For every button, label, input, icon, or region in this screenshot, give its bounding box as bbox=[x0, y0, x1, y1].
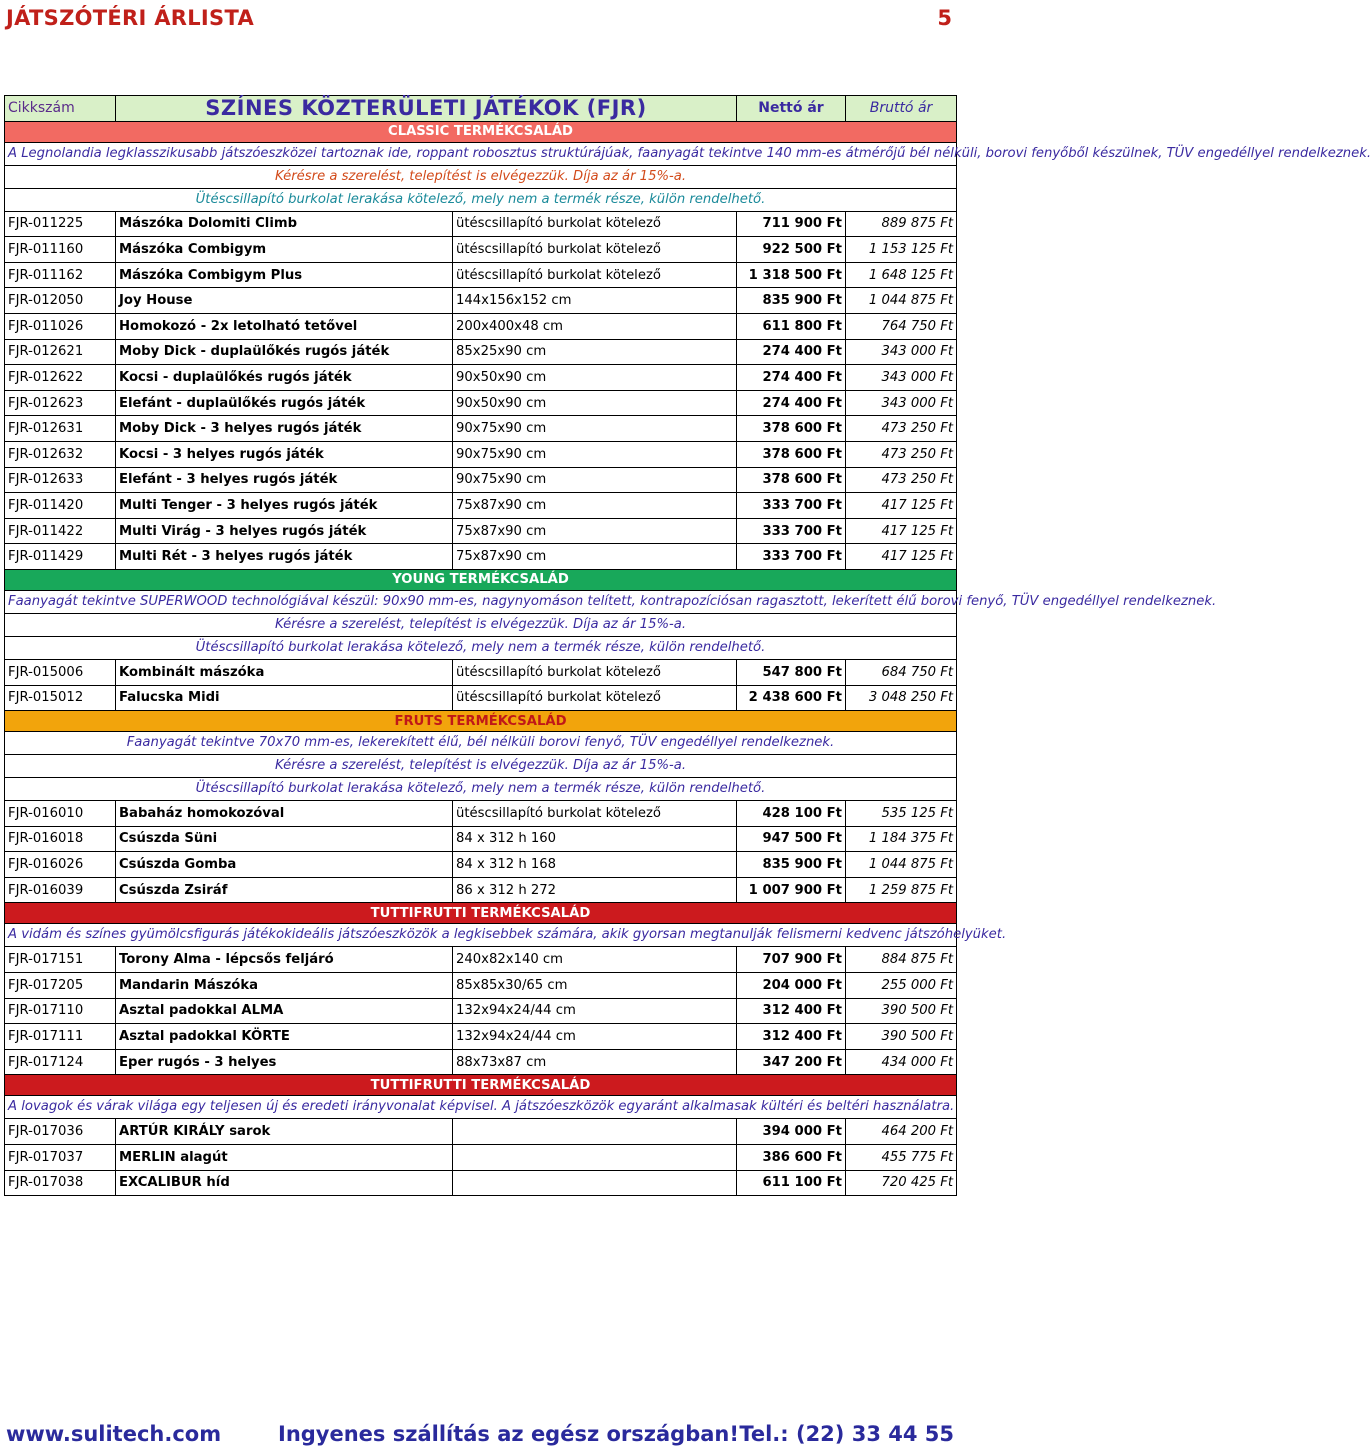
product-name: Kocsi - 3 helyes rugós játék bbox=[116, 441, 453, 467]
gross-price: 390 500 Ft bbox=[846, 998, 957, 1024]
product-name: Eper rugós - 3 helyes bbox=[116, 1049, 453, 1075]
product-spec: ütéscsillapító burkolat kötelező bbox=[453, 262, 737, 288]
gross-price: 417 125 Ft bbox=[846, 544, 957, 570]
gross-price: 684 750 Ft bbox=[846, 659, 957, 685]
product-spec bbox=[453, 1170, 737, 1196]
net-price: 312 400 Ft bbox=[737, 1024, 846, 1050]
product-name: Multi Tenger - 3 helyes rugós játék bbox=[116, 493, 453, 519]
footer-shipping-text: Ingyenes szállítás az egész országban! bbox=[278, 1422, 739, 1446]
gross-price: 1 153 125 Ft bbox=[846, 237, 957, 263]
net-price: 547 800 Ft bbox=[737, 659, 846, 685]
gross-price: 473 250 Ft bbox=[846, 441, 957, 467]
product-row bbox=[5, 1119, 957, 1145]
product-name: Csúszda Gomba bbox=[116, 852, 453, 878]
product-row bbox=[5, 947, 957, 973]
product-row bbox=[5, 998, 957, 1024]
family-description: A lovagok és várak világa egy teljesen új és eredeti irányvonalat képvisel. A játszóeszközök egyaránt alkalmasak kültéri és beltéri használatra. bbox=[5, 1096, 957, 1119]
net-price: 378 600 Ft bbox=[737, 441, 846, 467]
product-code: FJR-017205 bbox=[5, 973, 116, 999]
net-price: 835 900 Ft bbox=[737, 288, 846, 314]
product-code: FJR-012623 bbox=[5, 390, 116, 416]
table-header-row bbox=[5, 96, 957, 122]
product-spec: 132x94x24/44 cm bbox=[453, 1024, 737, 1050]
product-name: Multi Virág - 3 helyes rugós játék bbox=[116, 518, 453, 544]
net-price: 312 400 Ft bbox=[737, 998, 846, 1024]
product-code: FJR-016018 bbox=[5, 826, 116, 852]
gross-price: 1 044 875 Ft bbox=[846, 852, 957, 878]
product-row bbox=[5, 801, 957, 827]
product-code: FJR-016039 bbox=[5, 877, 116, 903]
gross-price: 464 200 Ft bbox=[846, 1119, 957, 1145]
product-name: MERLIN alagút bbox=[116, 1145, 453, 1171]
net-price: 333 700 Ft bbox=[737, 518, 846, 544]
product-spec: ütéscsillapító burkolat kötelező bbox=[453, 685, 737, 711]
net-price: 707 900 Ft bbox=[737, 947, 846, 973]
product-name: Torony Alma - lépcsős feljáró bbox=[116, 947, 453, 973]
family-title-row bbox=[5, 1075, 957, 1096]
family-title: TUTTIFRUTTI TERMÉKCSALÁD bbox=[5, 903, 957, 924]
gross-price: 343 000 Ft bbox=[846, 339, 957, 365]
product-code: FJR-016010 bbox=[5, 801, 116, 827]
product-code: FJR-017038 bbox=[5, 1170, 116, 1196]
family-description: Ütéscsillapító burkolat lerakása kötelező, mely nem a termék része, külön rendelhető. bbox=[5, 636, 957, 659]
net-price: 947 500 Ft bbox=[737, 826, 846, 852]
product-spec: 90x50x90 cm bbox=[453, 365, 737, 391]
gross-price: 390 500 Ft bbox=[846, 1024, 957, 1050]
product-row bbox=[5, 826, 957, 852]
column-header-code: Cikkszám bbox=[5, 96, 116, 122]
product-row bbox=[5, 1170, 957, 1196]
product-spec bbox=[453, 1145, 737, 1171]
net-price: 274 400 Ft bbox=[737, 390, 846, 416]
product-code: FJR-015012 bbox=[5, 685, 116, 711]
product-name: Elefánt - 3 helyes rugós játék bbox=[116, 467, 453, 493]
gross-price: 764 750 Ft bbox=[846, 313, 957, 339]
product-name: Csúszda Zsiráf bbox=[116, 877, 453, 903]
product-name: Mászóka Combigym Plus bbox=[116, 262, 453, 288]
net-price: 835 900 Ft bbox=[737, 852, 846, 878]
footer-website-link[interactable]: www.sulitech.com bbox=[6, 1422, 222, 1446]
gross-price: 1 259 875 Ft bbox=[846, 877, 957, 903]
page-title: JÁTSZÓTÉRI ÁRLISTA bbox=[6, 6, 255, 30]
product-code: FJR-017151 bbox=[5, 947, 116, 973]
product-name: EXCALIBUR híd bbox=[116, 1170, 453, 1196]
family-description-row bbox=[5, 142, 957, 165]
net-price: 611 800 Ft bbox=[737, 313, 846, 339]
product-name: Mászóka Dolomiti Climb bbox=[116, 211, 453, 237]
product-spec: 84 x 312 h 160 bbox=[453, 826, 737, 852]
product-row bbox=[5, 852, 957, 878]
family-description: Faanyagát tekintve 70x70 mm-es, lekerekített élű, bél nélküli borovi fenyő, TÜV engedéllyel rendelkeznek. bbox=[5, 732, 957, 755]
column-header-net: Nettó ár bbox=[737, 96, 846, 122]
product-spec: 90x75x90 cm bbox=[453, 441, 737, 467]
product-code: FJR-011026 bbox=[5, 313, 116, 339]
product-code: FJR-012632 bbox=[5, 441, 116, 467]
family-title: YOUNG TERMÉKCSALÁD bbox=[5, 569, 957, 590]
product-name: Falucska Midi bbox=[116, 685, 453, 711]
product-spec: 90x50x90 cm bbox=[453, 390, 737, 416]
gross-price: 1 648 125 Ft bbox=[846, 262, 957, 288]
product-spec bbox=[453, 1119, 737, 1145]
product-name: Asztal padokkal ALMA bbox=[116, 998, 453, 1024]
family-description: Kérésre a szerelést, telepítést is elvégezzük. Díja az ár 15%-a. bbox=[5, 613, 957, 636]
family-description-row bbox=[5, 1096, 957, 1119]
family-title-row bbox=[5, 903, 957, 924]
product-row bbox=[5, 211, 957, 237]
product-row bbox=[5, 339, 957, 365]
product-row bbox=[5, 685, 957, 711]
product-spec: ütéscsillapító burkolat kötelező bbox=[453, 659, 737, 685]
gross-price: 884 875 Ft bbox=[846, 947, 957, 973]
family-description: Ütéscsillapító burkolat lerakása kötelező, mely nem a termék része, külön rendelhető. bbox=[5, 188, 957, 211]
product-row bbox=[5, 659, 957, 685]
product-name: Homokozó - 2x letolható tetővel bbox=[116, 313, 453, 339]
product-row bbox=[5, 390, 957, 416]
product-spec: 90x75x90 cm bbox=[453, 416, 737, 442]
family-description: A vidám és színes gyümölcsfigurás játékokideális játszóeszközök a legkisebbek számára, akik gyorsan megtanulják felismerni kedvenc játszóhelyüket. bbox=[5, 924, 957, 947]
product-code: FJR-017110 bbox=[5, 998, 116, 1024]
net-price: 274 400 Ft bbox=[737, 365, 846, 391]
net-price: 1 007 900 Ft bbox=[737, 877, 846, 903]
product-name: Kombinált mászóka bbox=[116, 659, 453, 685]
footer-phone: Tel.: (22) 33 44 55 bbox=[739, 1422, 954, 1446]
gross-price: 889 875 Ft bbox=[846, 211, 957, 237]
product-row bbox=[5, 237, 957, 263]
product-spec: 240x82x140 cm bbox=[453, 947, 737, 973]
table-main-heading: SZÍNES KÖZTERÜLETI JÁTÉKOK (FJR) bbox=[116, 96, 737, 122]
product-name: Moby Dick - duplaülőkés rugós játék bbox=[116, 339, 453, 365]
family-description: Ütéscsillapító burkolat lerakása kötelező, mely nem a termék része, külön rendelhető. bbox=[5, 778, 957, 801]
family-description: Kérésre a szerelést, telepítést is elvégezzük. Díja az ár 15%-a. bbox=[5, 755, 957, 778]
product-spec: ütéscsillapító burkolat kötelező bbox=[453, 801, 737, 827]
net-price: 386 600 Ft bbox=[737, 1145, 846, 1171]
product-name: Mandarin Mászóka bbox=[116, 973, 453, 999]
product-code: FJR-011160 bbox=[5, 237, 116, 263]
gross-price: 455 775 Ft bbox=[846, 1145, 957, 1171]
product-name: Babaház homokozóval bbox=[116, 801, 453, 827]
net-price: 333 700 Ft bbox=[737, 493, 846, 519]
family-title: TUTTIFRUTTI TERMÉKCSALÁD bbox=[5, 1075, 957, 1096]
net-price: 378 600 Ft bbox=[737, 416, 846, 442]
product-spec: 144x156x152 cm bbox=[453, 288, 737, 314]
product-row bbox=[5, 1024, 957, 1050]
net-price: 428 100 Ft bbox=[737, 801, 846, 827]
gross-price: 434 000 Ft bbox=[846, 1049, 957, 1075]
product-name: Multi Rét - 3 helyes rugós játék bbox=[116, 544, 453, 570]
net-price: 2 438 600 Ft bbox=[737, 685, 846, 711]
product-row bbox=[5, 493, 957, 519]
product-row bbox=[5, 441, 957, 467]
net-price: 274 400 Ft bbox=[737, 339, 846, 365]
family-description: A Legnolandia legklasszikusabb játszóeszközei tartoznak ide, roppant robosztus struktúrájúak, faanyagát tekintve 140 mm-es átmérőjű bél nélküli, borovi fenyőből készülnek, TÜV engedéllyel rendelkeznek. bbox=[5, 142, 957, 165]
family-description: Faanyagát tekintve SUPERWOOD technológiával készül: 90x90 mm-es, nagynyomáson telített, kontrapozíciósan ragasztott, lekerített élű borovi fenyő, TÜV engedéllyel rendelkeznek. bbox=[5, 590, 957, 613]
gross-price: 1 044 875 Ft bbox=[846, 288, 957, 314]
page-number: 5 bbox=[937, 6, 952, 30]
product-row bbox=[5, 973, 957, 999]
family-description-row bbox=[5, 732, 957, 755]
product-code: FJR-017037 bbox=[5, 1145, 116, 1171]
product-spec: 75x87x90 cm bbox=[453, 518, 737, 544]
product-spec: 84 x 312 h 168 bbox=[453, 852, 737, 878]
net-price: 711 900 Ft bbox=[737, 211, 846, 237]
gross-price: 473 250 Ft bbox=[846, 416, 957, 442]
net-price: 333 700 Ft bbox=[737, 544, 846, 570]
product-spec: 75x87x90 cm bbox=[453, 493, 737, 519]
product-spec: 200x400x48 cm bbox=[453, 313, 737, 339]
product-row bbox=[5, 313, 957, 339]
family-description-row bbox=[5, 613, 957, 636]
gross-price: 1 184 375 Ft bbox=[846, 826, 957, 852]
family-title-row bbox=[5, 121, 957, 142]
product-row bbox=[5, 467, 957, 493]
family-title-row bbox=[5, 711, 957, 732]
product-code: FJR-011162 bbox=[5, 262, 116, 288]
product-spec: 90x75x90 cm bbox=[453, 467, 737, 493]
gross-price: 343 000 Ft bbox=[846, 365, 957, 391]
product-code: FJR-015006 bbox=[5, 659, 116, 685]
product-code: FJR-011422 bbox=[5, 518, 116, 544]
product-spec: 85x85x30/65 cm bbox=[453, 973, 737, 999]
product-name: Mászóka Combigym bbox=[116, 237, 453, 263]
product-code: FJR-017111 bbox=[5, 1024, 116, 1050]
family-description-row bbox=[5, 636, 957, 659]
family-title: CLASSIC TERMÉKCSALÁD bbox=[5, 121, 957, 142]
product-code: FJR-012621 bbox=[5, 339, 116, 365]
product-row bbox=[5, 544, 957, 570]
product-code: FJR-012633 bbox=[5, 467, 116, 493]
product-code: FJR-012050 bbox=[5, 288, 116, 314]
product-spec: ütéscsillapító burkolat kötelező bbox=[453, 237, 737, 263]
net-price: 922 500 Ft bbox=[737, 237, 846, 263]
gross-price: 473 250 Ft bbox=[846, 467, 957, 493]
product-name: Kocsi - duplaülőkés rugós játék bbox=[116, 365, 453, 391]
gross-price: 255 000 Ft bbox=[846, 973, 957, 999]
product-code: FJR-011420 bbox=[5, 493, 116, 519]
gross-price: 417 125 Ft bbox=[846, 518, 957, 544]
product-name: Elefánt - duplaülőkés rugós játék bbox=[116, 390, 453, 416]
product-code: FJR-017036 bbox=[5, 1119, 116, 1145]
product-row bbox=[5, 365, 957, 391]
gross-price: 417 125 Ft bbox=[846, 493, 957, 519]
net-price: 611 100 Ft bbox=[737, 1170, 846, 1196]
product-code: FJR-016026 bbox=[5, 852, 116, 878]
product-name: ARTÚR KIRÁLY sarok bbox=[116, 1119, 453, 1145]
product-spec: ütéscsillapító burkolat kötelező bbox=[453, 211, 737, 237]
family-title-row bbox=[5, 569, 957, 590]
net-price: 347 200 Ft bbox=[737, 1049, 846, 1075]
gross-price: 3 048 250 Ft bbox=[846, 685, 957, 711]
product-code: FJR-011429 bbox=[5, 544, 116, 570]
gross-price: 535 125 Ft bbox=[846, 801, 957, 827]
family-description-row bbox=[5, 165, 957, 188]
price-list-table bbox=[4, 95, 1371, 1196]
net-price: 1 318 500 Ft bbox=[737, 262, 846, 288]
net-price: 394 000 Ft bbox=[737, 1119, 846, 1145]
product-row bbox=[5, 262, 957, 288]
family-description: Kérésre a szerelést, telepítést is elvégezzük. Díja az ár 15%-a. bbox=[5, 165, 957, 188]
product-code: FJR-012622 bbox=[5, 365, 116, 391]
family-description-row bbox=[5, 924, 957, 947]
product-code: FJR-012631 bbox=[5, 416, 116, 442]
product-spec: 86 x 312 h 272 bbox=[453, 877, 737, 903]
family-description-row bbox=[5, 188, 957, 211]
net-price: 378 600 Ft bbox=[737, 467, 846, 493]
product-name: Moby Dick - 3 helyes rugós játék bbox=[116, 416, 453, 442]
product-row bbox=[5, 1049, 957, 1075]
net-price: 204 000 Ft bbox=[737, 973, 846, 999]
family-description-row bbox=[5, 590, 957, 613]
product-row bbox=[5, 288, 957, 314]
product-spec: 132x94x24/44 cm bbox=[453, 998, 737, 1024]
product-spec: 75x87x90 cm bbox=[453, 544, 737, 570]
product-name: Asztal padokkal KÖRTE bbox=[116, 1024, 453, 1050]
family-title: FRUTS TERMÉKCSALÁD bbox=[5, 711, 957, 732]
product-row bbox=[5, 877, 957, 903]
product-row bbox=[5, 416, 957, 442]
product-spec: 88x73x87 cm bbox=[453, 1049, 737, 1075]
product-row bbox=[5, 1145, 957, 1171]
gross-price: 720 425 Ft bbox=[846, 1170, 957, 1196]
family-description-row bbox=[5, 778, 957, 801]
product-name: Joy House bbox=[116, 288, 453, 314]
family-description-row bbox=[5, 755, 957, 778]
product-spec: 85x25x90 cm bbox=[453, 339, 737, 365]
product-code: FJR-017124 bbox=[5, 1049, 116, 1075]
gross-price: 343 000 Ft bbox=[846, 390, 957, 416]
product-code: FJR-011225 bbox=[5, 211, 116, 237]
product-name: Csúszda Süni bbox=[116, 826, 453, 852]
footer bbox=[6, 1422, 954, 1450]
product-row bbox=[5, 518, 957, 544]
column-header-gross: Bruttó ár bbox=[846, 96, 957, 122]
